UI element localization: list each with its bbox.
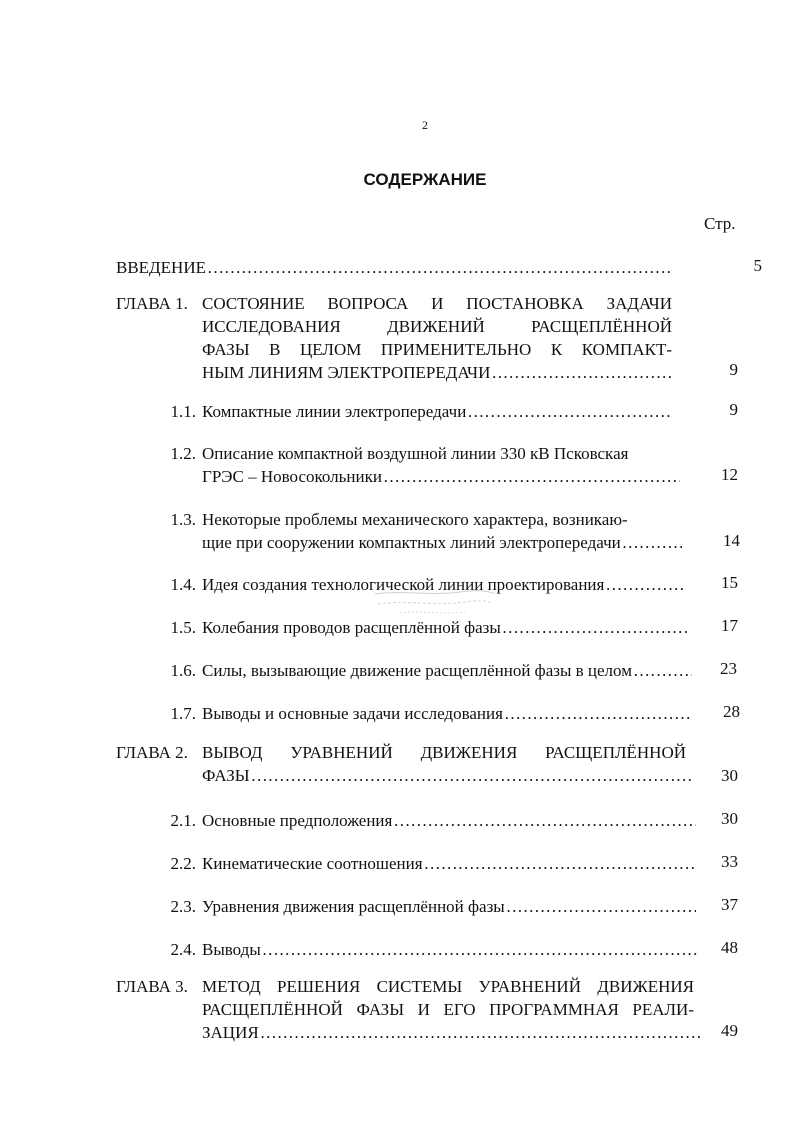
toc-entry-section[interactable] xyxy=(202,895,696,918)
dot-leader xyxy=(491,361,672,384)
chapter-prefix: ГЛАВА 3. xyxy=(116,977,188,996)
toc-entry-chapter-1[interactable] xyxy=(202,292,672,384)
section-number: 1.3. xyxy=(170,510,196,529)
toc-entry-line: Выводы и основные задачи исследования xyxy=(202,704,503,723)
toc-page-number: 33 xyxy=(721,852,738,871)
toc-entry-line: щие при сооружении компактных линий электропередачи xyxy=(202,533,621,552)
dot-leader xyxy=(502,616,688,639)
toc-page-number: 28 xyxy=(723,702,740,721)
toc-entry-label: ВВЕДЕНИЕ xyxy=(116,258,206,277)
toc-entry-line: ФАЗЫ xyxy=(202,766,250,785)
section-number: 2.3. xyxy=(170,897,196,916)
dot-leader xyxy=(383,465,680,488)
toc-entry-section[interactable] xyxy=(202,659,692,682)
toc-page-number: 48 xyxy=(721,938,738,957)
section-number: 1.7. xyxy=(170,704,196,723)
toc-entry-line: ВЫВОД УРАВНЕНИЙ ДВИЖЕНИЯ РАСЩЕПЛЁННОЙ xyxy=(202,743,686,762)
toc-entry-line: Кинематические соотношения xyxy=(202,854,423,873)
toc-page-number: 12 xyxy=(721,465,738,484)
toc-entry-chapter-2[interactable] xyxy=(202,741,692,787)
toc-entry-line: ЗАЦИЯ xyxy=(202,1023,259,1042)
toc-entry-section[interactable] xyxy=(202,400,672,423)
toc-entry-intro[interactable] xyxy=(116,256,672,279)
toc-page-number: 49 xyxy=(721,1021,738,1040)
toc-page-number: 37 xyxy=(721,895,738,914)
section-number: 2.4. xyxy=(170,940,196,959)
chapter-prefix: ГЛАВА 1. xyxy=(116,294,188,313)
page-number: 2 xyxy=(422,118,428,132)
toc-entry-line: ИССЛЕДОВАНИЯ ДВИЖЕНИЙ РАСЩЕПЛЁННОЙ xyxy=(202,317,672,336)
dot-leader xyxy=(467,400,672,423)
dot-leader xyxy=(506,895,696,918)
toc-entry-section[interactable] xyxy=(202,938,698,961)
toc-entry-line: Колебания проводов расщеплённой фазы xyxy=(202,618,501,637)
toc-entry-section[interactable] xyxy=(202,852,696,875)
toc-entry-section[interactable] xyxy=(202,616,688,639)
dot-leader xyxy=(633,659,692,682)
toc-entry-line: ГРЭС – Новосокольники xyxy=(202,467,382,486)
toc-entry-line: Уравнения движения расщеплённой фазы xyxy=(202,897,505,916)
section-number: 1.4. xyxy=(170,575,196,594)
section-number: 1.5. xyxy=(170,618,196,637)
chapter-prefix: ГЛАВА 2. xyxy=(116,743,188,762)
toc-entry-line: Некоторые проблемы механического характера, возникаю- xyxy=(202,510,628,529)
toc-page-number: 30 xyxy=(721,809,738,828)
toc-entry-section[interactable] xyxy=(202,702,690,725)
toc-entry-line: ФАЗЫ В ЦЕЛОМ ПРИМЕНИТЕЛЬНО К КОМПАКТ- xyxy=(202,340,672,359)
toc-entry-line: Идея создания технологической линии проектирования xyxy=(202,575,605,594)
toc-entry-chapter-3[interactable] xyxy=(202,975,700,1044)
toc-page-number: 5 xyxy=(753,256,762,275)
toc-entry-line: СОСТОЯНИЕ ВОПРОСА И ПОСТАНОВКА ЗАДАЧИ xyxy=(202,294,672,313)
dot-leader xyxy=(251,764,692,787)
section-number: 1.6. xyxy=(170,661,196,680)
toc-page-number: 9 xyxy=(729,400,738,419)
section-number: 1.2. xyxy=(170,444,196,463)
dot-leader xyxy=(207,256,672,279)
dot-leader xyxy=(605,573,686,596)
dot-leader xyxy=(262,938,698,961)
toc-entry-section[interactable] xyxy=(202,442,680,488)
toc-entry-line: Основные предположения xyxy=(202,811,393,830)
toc-page-number: 17 xyxy=(721,616,738,635)
toc-entry-section[interactable] xyxy=(202,508,682,554)
library-stamp xyxy=(370,582,500,620)
toc-page-number: 23 xyxy=(720,659,737,678)
toc-entry-line: НЫМ ЛИНИЯМ ЭЛЕКТРОПЕРЕДАЧИ xyxy=(202,363,491,382)
section-number: 2.2. xyxy=(170,854,196,873)
section-number: 1.1. xyxy=(170,402,196,421)
page-title: СОДЕРЖАНИЕ xyxy=(363,170,487,189)
dot-leader xyxy=(504,702,690,725)
section-number: 2.1. xyxy=(170,811,196,830)
dot-leader xyxy=(424,852,696,875)
toc-entry-line: РАСЩЕПЛЁННОЙ ФАЗЫ И ЕГО ПРОГРАММНАЯ РЕАЛИ- xyxy=(202,1000,694,1019)
toc-page-number: 9 xyxy=(729,360,738,379)
toc-entry-line: Описание компактной воздушной линии 330 кВ Псковская xyxy=(202,444,629,463)
page-column-label: Стр. xyxy=(704,214,736,233)
dot-leader xyxy=(393,809,696,832)
toc-entry-line: Компактные линии электропередачи xyxy=(202,402,467,421)
dot-leader xyxy=(622,531,682,554)
toc-page-number: 30 xyxy=(721,766,738,785)
toc-page-number: 14 xyxy=(723,531,740,550)
toc-entry-section[interactable] xyxy=(202,809,696,832)
dot-leader xyxy=(260,1021,700,1044)
toc-entry-line: Силы, вызывающие движение расщеплённой фазы в целом xyxy=(202,661,632,680)
toc-entry-line: МЕТОД РЕШЕНИЯ СИСТЕМЫ УРАВНЕНИЙ ДВИЖЕНИЯ xyxy=(202,977,694,996)
toc-page-number: 15 xyxy=(721,573,738,592)
toc-entry-line: Выводы xyxy=(202,940,261,959)
